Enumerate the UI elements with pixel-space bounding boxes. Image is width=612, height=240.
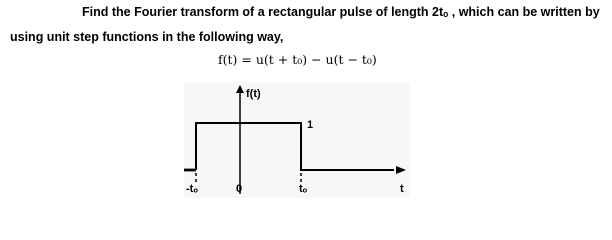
problem-statement-line-1: Find the Fourier transform of a rectangular pulse of length 2tₒ , which can be written by bbox=[82, 5, 600, 19]
rectangular-pulse-figure bbox=[184, 82, 410, 198]
y-axis-label: f(t) bbox=[246, 88, 261, 100]
y-axis-arrow-icon bbox=[236, 85, 244, 93]
x-axis-arrow-icon bbox=[396, 166, 406, 174]
tick-label-pos-t0: tₒ bbox=[299, 183, 308, 195]
pulse-signal-middle bbox=[196, 123, 394, 170]
problem-statement-line-2: using unit step functions in the following way, bbox=[10, 30, 284, 44]
tick-label-neg-t0: -tₒ bbox=[186, 183, 198, 195]
tick-label-zero: 0 bbox=[236, 183, 243, 195]
x-axis-label: t bbox=[400, 183, 404, 195]
step-function-equation: f(t) = u(t + t₀) − u(t − t₀) bbox=[218, 52, 377, 67]
pulse-level-label: 1 bbox=[307, 119, 314, 131]
pulse-graph bbox=[184, 82, 410, 198]
